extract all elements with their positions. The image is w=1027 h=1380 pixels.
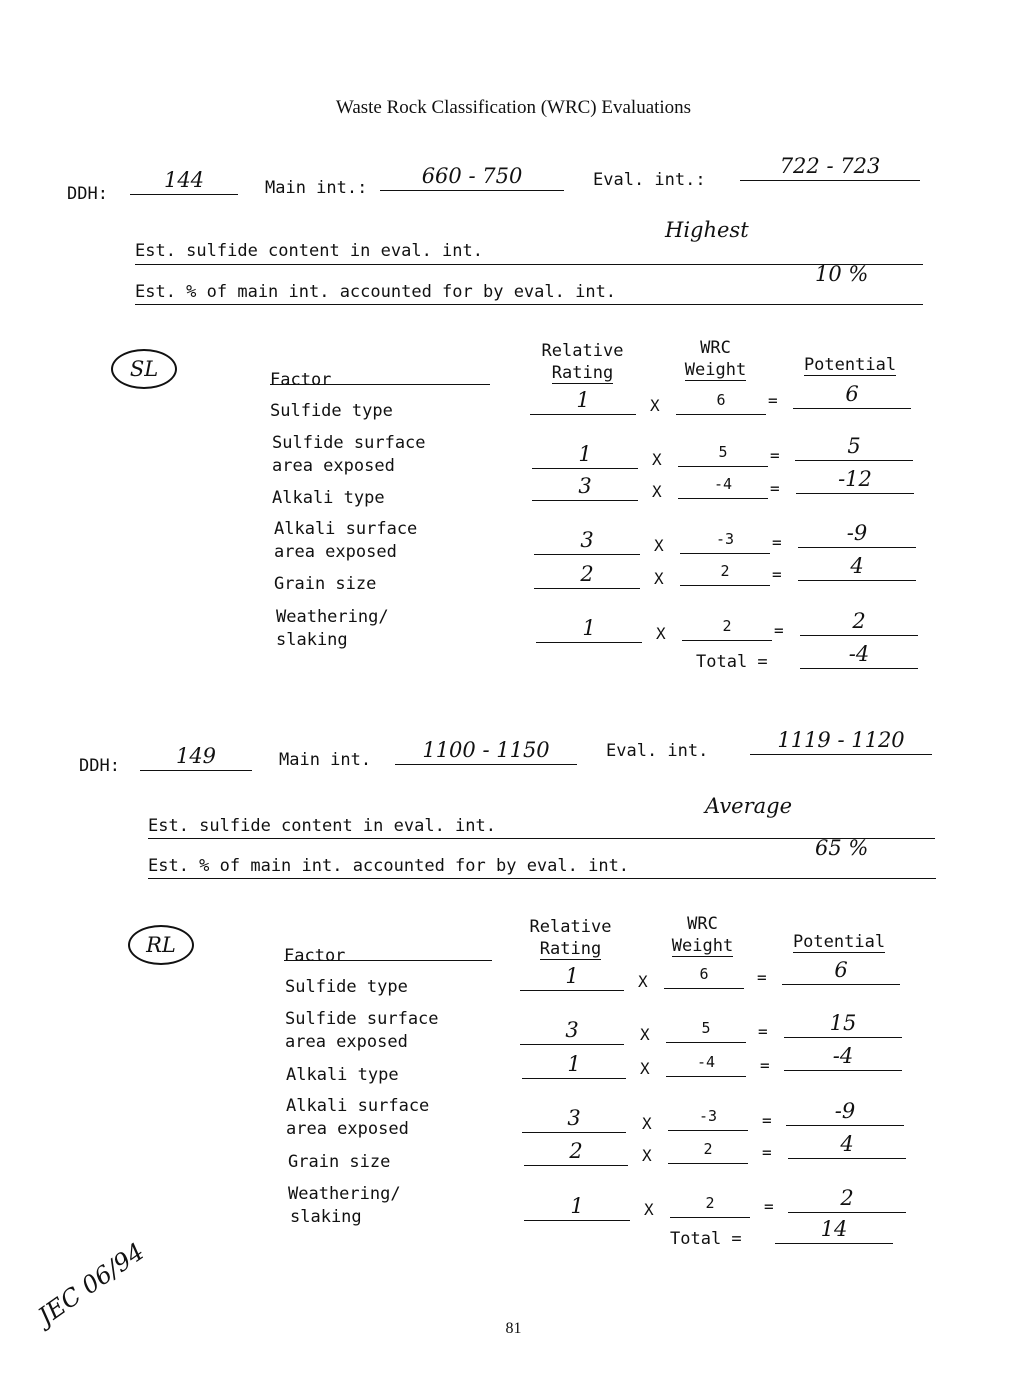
potential-blank bbox=[798, 554, 916, 581]
header-potential bbox=[785, 354, 915, 376]
equals-sign: = bbox=[762, 1111, 772, 1130]
header-potential-label: Potential bbox=[803, 355, 897, 375]
weight-blank bbox=[678, 440, 768, 467]
equals-sign: = bbox=[770, 446, 780, 465]
potential-blank bbox=[795, 434, 913, 461]
times-sign: X bbox=[638, 972, 648, 991]
ddh-value: 149 bbox=[175, 744, 217, 768]
total-value: 14 bbox=[820, 1217, 848, 1241]
potential-value: 6 bbox=[845, 382, 859, 406]
percent-main-value: 10 % bbox=[815, 262, 869, 286]
rating-value: 1 bbox=[567, 1052, 581, 1076]
factor-slaking: slaking bbox=[276, 630, 348, 650]
factor-grain-size: Grain size bbox=[288, 1152, 391, 1172]
eval-int-value: 722 - 723 bbox=[779, 154, 881, 178]
rating-value: 1 bbox=[576, 388, 590, 412]
potential-value: -9 bbox=[834, 1099, 856, 1123]
times-sign: X bbox=[644, 1200, 654, 1219]
eval-int-field bbox=[740, 154, 920, 181]
factor-sulfide-area: area exposed bbox=[272, 456, 395, 476]
weight-blank bbox=[682, 614, 772, 641]
potential-value: 6 bbox=[834, 958, 848, 982]
header-rating: Rating bbox=[539, 939, 602, 959]
potential-value: 2 bbox=[840, 1186, 854, 1210]
equals-sign: = bbox=[762, 1143, 772, 1162]
equals-sign: = bbox=[772, 565, 782, 584]
rating-value: 3 bbox=[567, 1106, 581, 1130]
equals-sign: = bbox=[770, 479, 780, 498]
weight-value: 2 bbox=[703, 1140, 713, 1158]
ddh-value: 144 bbox=[163, 168, 205, 192]
rating-blank bbox=[522, 1106, 626, 1133]
rating-blank bbox=[536, 616, 642, 643]
eval-int-field bbox=[750, 728, 932, 755]
total-blank bbox=[800, 642, 918, 669]
factor-alkali-surface: Alkali surface bbox=[274, 519, 418, 539]
weight-value: -4 bbox=[713, 475, 733, 493]
percent-main-line bbox=[135, 304, 923, 305]
equals-sign: = bbox=[764, 1197, 774, 1216]
potential-value: -9 bbox=[846, 521, 868, 545]
potential-value: 4 bbox=[840, 1132, 854, 1156]
sulfide-content-label: Est. sulfide content in eval. int. bbox=[135, 241, 483, 261]
factor-sulfide-area: area exposed bbox=[285, 1032, 408, 1052]
times-sign: X bbox=[642, 1146, 652, 1165]
header-relative-rating bbox=[520, 340, 645, 384]
potential-blank bbox=[788, 1186, 906, 1213]
percent-main-label: Est. % of main int. accounted for by eval. int. bbox=[135, 282, 617, 302]
times-sign: X bbox=[640, 1059, 650, 1078]
rating-value: 3 bbox=[580, 528, 594, 552]
factor-slaking: slaking bbox=[290, 1207, 362, 1227]
rating-value: 2 bbox=[580, 562, 594, 586]
header-potential bbox=[774, 931, 904, 953]
rating-value: 1 bbox=[578, 442, 592, 466]
rating-blank bbox=[530, 388, 636, 415]
times-sign: X bbox=[650, 396, 660, 415]
rating-blank bbox=[532, 474, 638, 501]
factor-sulfide-surface: Sulfide surface bbox=[272, 433, 426, 453]
eval-int-value: 1119 - 1120 bbox=[777, 728, 905, 752]
header-weight: Weight bbox=[684, 360, 747, 380]
ddh-field bbox=[140, 744, 252, 771]
percent-main-line bbox=[148, 878, 936, 879]
total-label: Total = bbox=[670, 1229, 742, 1249]
rating-blank bbox=[520, 964, 624, 991]
sulfide-content-value: Average bbox=[705, 794, 793, 818]
potential-blank bbox=[786, 1099, 904, 1126]
potential-blank bbox=[784, 1011, 902, 1038]
times-sign: X bbox=[652, 482, 662, 501]
equals-sign: = bbox=[757, 968, 767, 987]
potential-blank bbox=[793, 382, 911, 409]
weight-value: 2 bbox=[722, 617, 732, 635]
factor-sulfide-type: Sulfide type bbox=[285, 977, 408, 997]
main-int-label: Main int.: bbox=[265, 178, 368, 198]
times-sign: X bbox=[654, 536, 664, 555]
header-rating: Rating bbox=[551, 363, 614, 383]
rating-value: 1 bbox=[570, 1194, 584, 1218]
page-number: 81 bbox=[505, 1320, 522, 1337]
potential-value: 2 bbox=[852, 609, 866, 633]
weight-blank bbox=[676, 388, 766, 415]
times-sign: X bbox=[654, 569, 664, 588]
sulfide-content-line bbox=[135, 264, 923, 265]
header-wrc-weight bbox=[668, 337, 763, 381]
factor-weathering: Weathering/ bbox=[288, 1184, 401, 1204]
rating-blank bbox=[534, 562, 640, 589]
main-int-value: 660 - 750 bbox=[421, 164, 523, 188]
rating-blank bbox=[524, 1139, 628, 1166]
weight-value: 2 bbox=[705, 1194, 715, 1212]
eval-int-label: Eval. int. bbox=[606, 741, 709, 761]
rating-value: 1 bbox=[582, 616, 596, 640]
sulfide-content-label: Est. sulfide content in eval. int. bbox=[148, 816, 496, 836]
factor-header-line bbox=[270, 384, 490, 385]
potential-blank bbox=[788, 1132, 906, 1159]
potential-value: -4 bbox=[832, 1044, 854, 1068]
weight-blank bbox=[680, 527, 770, 554]
weight-blank bbox=[668, 1137, 748, 1164]
rating-blank bbox=[532, 442, 638, 469]
factor-weathering: Weathering/ bbox=[276, 607, 389, 627]
rating-blank bbox=[534, 528, 640, 555]
potential-value: -12 bbox=[838, 467, 872, 491]
potential-blank bbox=[798, 521, 916, 548]
weight-value: -3 bbox=[698, 1107, 718, 1125]
header-relative: Relative bbox=[541, 341, 624, 361]
times-sign: X bbox=[642, 1114, 652, 1133]
total-label: Total = bbox=[696, 652, 768, 672]
header-potential-label: Potential bbox=[792, 932, 886, 952]
weight-value: 6 bbox=[699, 965, 709, 983]
main-int-label: Main int. bbox=[279, 750, 372, 770]
factor-sulfide-surface: Sulfide surface bbox=[285, 1009, 439, 1029]
header-factor: Factor bbox=[284, 946, 346, 966]
weight-blank bbox=[666, 1016, 746, 1043]
weight-value: 5 bbox=[718, 443, 728, 461]
weight-value: -4 bbox=[696, 1053, 716, 1071]
weight-blank bbox=[678, 472, 768, 499]
header-wrc: WRC bbox=[700, 338, 731, 358]
header-weight: Weight bbox=[671, 936, 734, 956]
potential-blank bbox=[796, 467, 914, 494]
ddh-field bbox=[130, 168, 238, 195]
ddh-label: DDH: bbox=[79, 756, 120, 776]
factor-header-line bbox=[284, 960, 492, 961]
weight-value: 2 bbox=[720, 562, 730, 580]
circled-code: SL bbox=[111, 349, 177, 389]
potential-value: 15 bbox=[829, 1011, 857, 1035]
potential-value: 5 bbox=[847, 434, 861, 458]
weight-value: -3 bbox=[715, 530, 735, 548]
rating-value: 3 bbox=[578, 474, 592, 498]
eval-int-label: Eval. int.: bbox=[593, 170, 706, 190]
main-int-field bbox=[380, 164, 564, 191]
factor-alkali-area: area exposed bbox=[274, 542, 397, 562]
ddh-label: DDH: bbox=[67, 184, 108, 204]
equals-sign: = bbox=[772, 533, 782, 552]
header-relative: Relative bbox=[529, 917, 612, 937]
potential-blank bbox=[784, 1044, 902, 1071]
weight-blank bbox=[668, 1104, 748, 1131]
factor-alkali-type: Alkali type bbox=[286, 1065, 399, 1085]
weight-blank bbox=[666, 1050, 746, 1077]
document-title: Waste Rock Classification (WRC) Evaluations bbox=[335, 97, 692, 118]
header-wrc-weight bbox=[655, 913, 750, 957]
potential-value: 4 bbox=[850, 554, 864, 578]
header-relative-rating bbox=[508, 916, 633, 960]
main-int-value: 1100 - 1150 bbox=[422, 738, 550, 762]
potential-blank bbox=[800, 609, 918, 636]
weight-value: 6 bbox=[716, 391, 726, 409]
percent-main-value: 65 % bbox=[815, 836, 869, 860]
potential-blank bbox=[782, 958, 900, 985]
factor-grain-size: Grain size bbox=[274, 574, 377, 594]
factor-sulfide-type: Sulfide type bbox=[270, 401, 393, 421]
times-sign: X bbox=[656, 624, 666, 643]
factor-alkali-area: area exposed bbox=[286, 1119, 409, 1139]
rating-value: 1 bbox=[565, 964, 579, 988]
total-value: -4 bbox=[848, 642, 870, 666]
percent-main-label: Est. % of main int. accounted for by eval. int. bbox=[148, 856, 630, 876]
sulfide-content-value: Highest bbox=[665, 218, 749, 242]
equals-sign: = bbox=[774, 621, 784, 640]
rating-value: 2 bbox=[569, 1139, 583, 1163]
circled-code: RL bbox=[128, 925, 194, 965]
total-blank bbox=[775, 1217, 893, 1244]
weight-blank bbox=[680, 559, 770, 586]
handwritten-initials: JEC 06/94 bbox=[33, 1237, 150, 1331]
rating-blank bbox=[520, 1018, 624, 1045]
times-sign: X bbox=[640, 1025, 650, 1044]
factor-alkali-type: Alkali type bbox=[272, 488, 385, 508]
equals-sign: = bbox=[760, 1056, 770, 1075]
header-factor: Factor bbox=[270, 370, 332, 390]
header-wrc: WRC bbox=[687, 914, 718, 934]
equals-sign: = bbox=[768, 391, 778, 410]
weight-value: 5 bbox=[701, 1019, 711, 1037]
equals-sign: = bbox=[758, 1022, 768, 1041]
times-sign: X bbox=[652, 450, 662, 469]
rating-value: 3 bbox=[565, 1018, 579, 1042]
weight-blank bbox=[664, 962, 744, 989]
rating-blank bbox=[522, 1052, 626, 1079]
weight-blank bbox=[670, 1191, 750, 1218]
main-int-field bbox=[395, 738, 577, 765]
rating-blank bbox=[524, 1194, 630, 1221]
factor-alkali-surface: Alkali surface bbox=[286, 1096, 430, 1116]
